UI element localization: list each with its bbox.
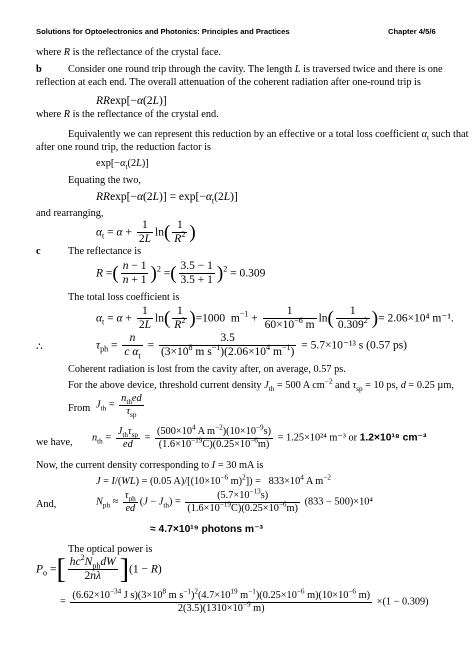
- running-header-title: Solutions for Optoelectronics and Photonics: Principles and Practices: [36, 27, 290, 36]
- eq-current-density: J = I/(WL) = (0.05 $A)/[(10\times 10^{-6}$ $m)^2]) = 833\times 10^4$ A $m^{-2}$: [96, 473, 331, 487]
- part-b-text-2: reflection at each end. The overall attenuation of the coherent radiation after one-round trip is: [36, 77, 421, 88]
- text-for-above-device: For the above device, threshold current density $J_{th} = 500$ A $cm^{-2}$ and $\tau_{sp} = 10$ ps, d = 0.25 µm,: [68, 377, 454, 394]
- eq-optical-power-numeric: = ($6.62\times 10^{-34}$ J $s)(3\times 10^8$ m $s^{-1})^2(4.7\times 10^{19}$ $m^{-1})(0.25\times 10^{-6}$ $m)(10\times 10^{-6}$ m) $2(3.5)(1310\times 10^{-9}$ m) ×(1 − 0.309): [60, 587, 429, 614]
- eq-alpha-t-numeric: $\alpha_t = \alpha$ + $\frac{1}{2L}$ ln( $\frac{1}{R^2}$ )=1000 $m^{-1}$ + $\frac{1}{60\times 10^{-6} m}$ ln( $\frac{1}{0.309^2}$ )= 2.06×10⁴ m⁻¹.: [96, 305, 454, 332]
- text-total-loss: The total loss coefficient is: [68, 292, 180, 303]
- text-where-end: where R is the reflectance of the crystal end.: [36, 109, 219, 120]
- text-now-current: Now, the current density corresponding to I = 30 mA is: [36, 460, 264, 471]
- text-coherent-lost: Coherent radiation is lost from the cavity after, on average, 0.57 ps.: [68, 364, 346, 375]
- eq-nph: $N_{ph}$ ≈ $\frac{\tau_{ph}}{ed}$ $(J - J_{th})$ = $\frac{(5.7\times 10^{-13}s)}{(1.6\times 10^{-19}C)(0.25\times 10^{-6}m)}$ (833 − 500)×10⁴: [96, 487, 373, 514]
- eq-photon-density-result: ≈ 4.7×10¹⁹ photons m⁻³: [150, 524, 263, 535]
- eq-reflectance: R =( $\frac{n - 1}{n + 1}$ )$^2$ =( $\frac{3.5 - 1}{3.5 + 1}$ )$^2$ = 0.309: [96, 260, 266, 287]
- text-we-have: we have,: [36, 437, 73, 448]
- text-and: And,: [36, 499, 57, 510]
- part-c-text: The reflectance is: [68, 246, 142, 257]
- eq-equating: $RRexp[-\alpha(2L)] = \exp[-\alpha_t(2L)]$: [96, 191, 238, 206]
- eq-nth: $n_{th}$ = $\frac{J_{th}\tau_{sp}}{ed}$ = $\frac{(500\times 10^4 A m^{-2})(10\times 10^{-9}s)}{(1.6\times 10^{-19}C)(0.25\times 10^{-6}m)}$ = 1.25×10²⁴ m⁻³ or 1.2×10¹⁸ cm⁻³: [92, 423, 427, 450]
- part-c-label: c: [36, 246, 41, 257]
- eq-nph-tail: (833 − 500)×10⁴: [304, 496, 373, 508]
- eq-optical-power-tail: ×(1 − 0.309): [376, 596, 429, 608]
- eq-reduction-factor: $\exp[-\alpha_t(2L)]$: [96, 158, 149, 172]
- text-where-reflectance: where R is the reflectance of the crystal face.: [36, 47, 221, 58]
- eq-photon-lifetime: $\tau_{ph}$ = $\frac{n}{c \alpha_t}$ = $\frac{3.5}{(3\times 10^8 m s^{-1})(2.06\times 10^4 m^{-1})}$ = 5.7×10⁻¹³ s (0.57 ps): [96, 332, 407, 361]
- eq-reflectance-result: = 0.309: [230, 267, 266, 280]
- eq-jth: $J_{th}$ = $\frac{n_{th}ed}{\tau_{sp}}$: [96, 393, 142, 419]
- eq-photon-lifetime-result: = 5.7×10⁻¹³ s (0.57 ps): [301, 339, 407, 352]
- part-b-text-1: Consider one round trip through the cavity. The length L is traversed twice and there is one: [68, 64, 443, 75]
- text-equating: Equating the two,: [68, 175, 141, 186]
- running-header-chapter: Chapter 4/5/6: [388, 27, 436, 36]
- therefore-symbol: ∴: [36, 342, 43, 353]
- part-b-label: b: [36, 64, 42, 75]
- text-optical-power: The optical power is: [68, 544, 153, 555]
- text-equivalently-2: after one round trip, the reduction factor is: [36, 142, 211, 153]
- text-rearranging: and rearranging,: [36, 208, 104, 219]
- eq-round-trip: RRexp[−α(2L)]: [96, 95, 167, 107]
- eq-alpha-t: $\alpha_t = \alpha$ + $\frac{1}{2L}$ ln( $\frac{1}{R^2}$ ): [96, 219, 196, 246]
- text-equivalently-1: Equivalently we can represent this reduction by an effective or a total loss coefficient $\alpha_t$ such that: [68, 129, 469, 143]
- eq-alpha-t-result: = 2.06×10⁴ m⁻¹.: [378, 312, 454, 325]
- eq-nth-result: = 1.25×10²⁴ m⁻³ or: [277, 432, 358, 444]
- text-from: From: [68, 403, 91, 414]
- eq-nth-bold-result: 1.2×10¹⁸ cm⁻³: [359, 432, 427, 444]
- eq-optical-power: $P_o$ =[ $\frac{hc^2N_{ph}dW}{2n\lambda}$ ](1 − R): [36, 553, 162, 586]
